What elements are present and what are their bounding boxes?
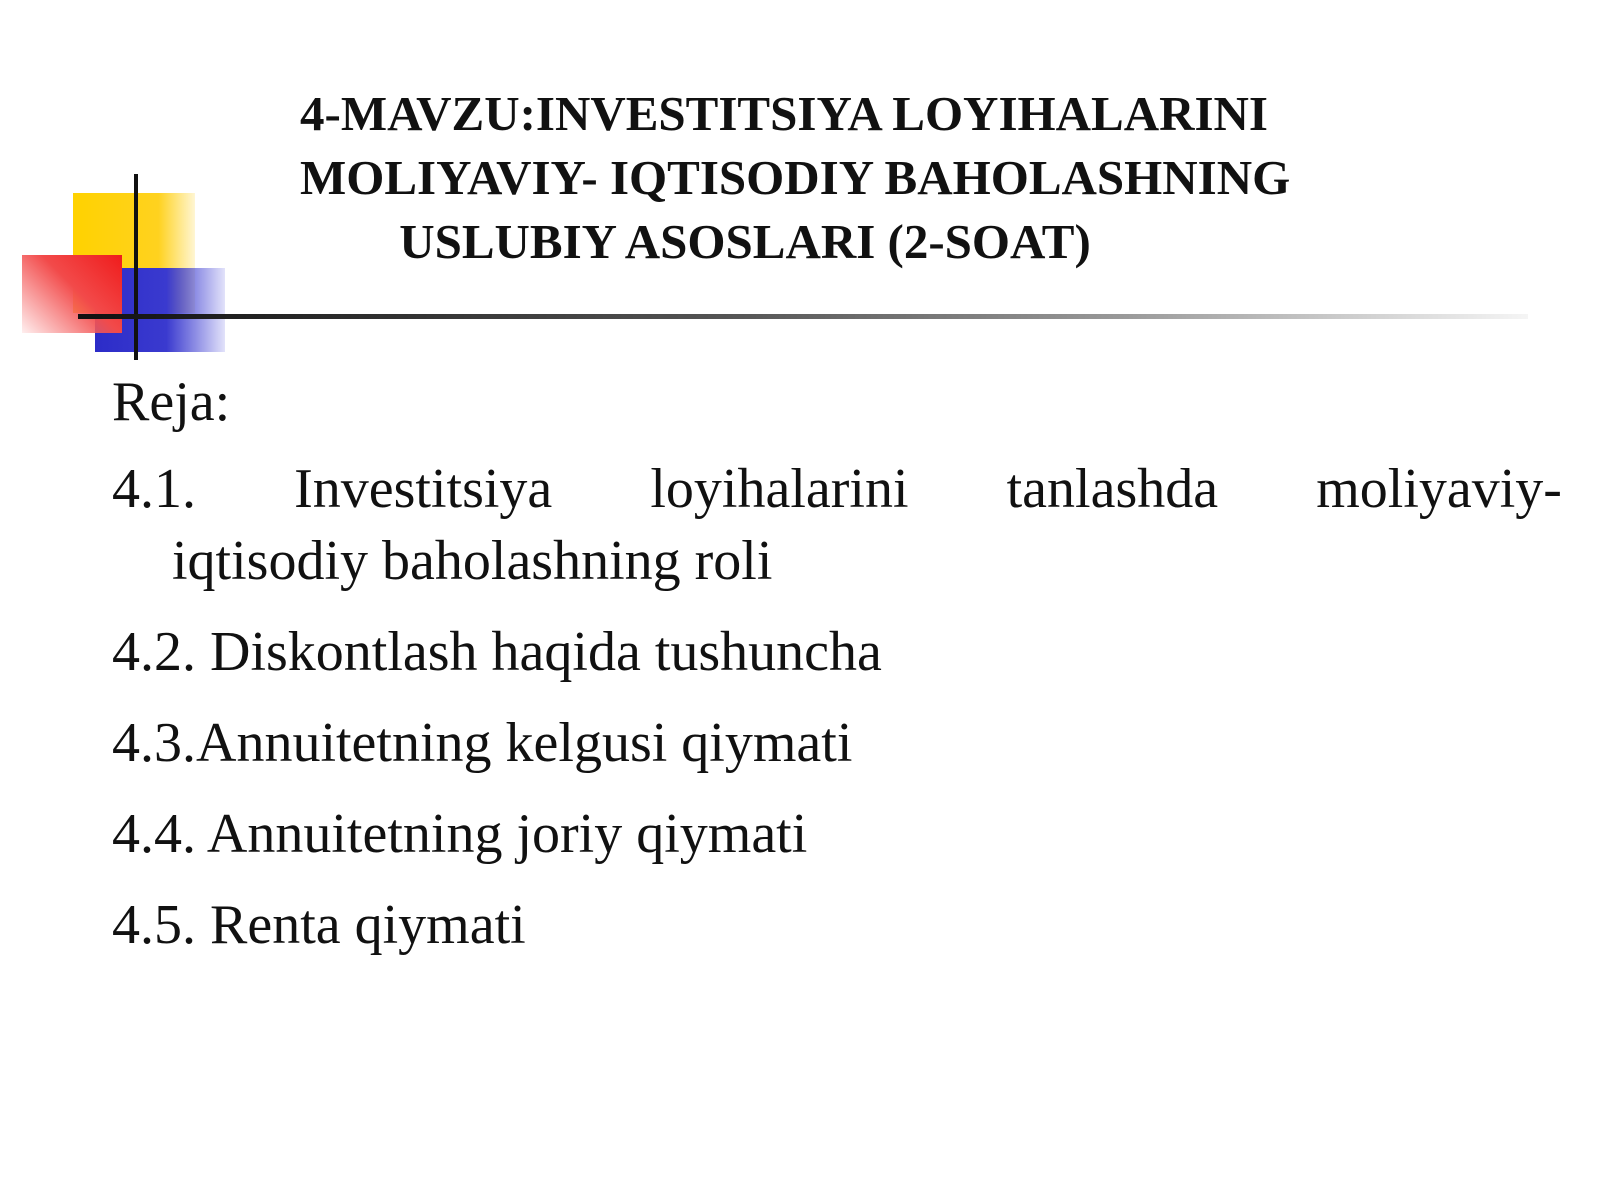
plan-item-word: Investitsiya: [294, 458, 553, 520]
plan-item-first-line: [112, 453, 1562, 525]
plan-item-word: tanlashda: [1006, 458, 1219, 520]
slide-title: [300, 82, 1291, 274]
plan-item: 4.4. Annuitetning joriy qiymati: [112, 803, 808, 865]
plan-item: 4.5. Renta qiymati: [112, 894, 526, 956]
plan-label: Reja:: [112, 371, 231, 433]
plan-item: 4.2. Diskontlash haqida tushuncha: [112, 621, 882, 683]
plan-item-number: 4.1.: [112, 458, 196, 520]
vertical-divider-line: [134, 174, 138, 360]
plan-item: [112, 453, 1562, 597]
slide-body: [112, 370, 1562, 961]
red-square-shape: [22, 255, 122, 333]
decorative-logo: [0, 0, 240, 380]
plan-item-word: loyihalarini: [650, 458, 909, 520]
title-line: MOLIYAVIY- IQTISODIY BAHOLASHNING: [300, 150, 1291, 205]
plan-item: 4.3.Annuitetning kelgusi qiymati: [112, 712, 853, 774]
title-line: USLUBIY ASOSLARI (2-SOAT): [399, 214, 1091, 269]
plan-item-continuation: iqtisodiy baholashning roli: [172, 530, 773, 592]
plan-list: [112, 453, 1562, 961]
plan-item-word: moliyaviy-: [1316, 458, 1562, 520]
title-line: 4-MAVZU:INVESTITSIYA LOYIHALARINI: [300, 86, 1268, 141]
horizontal-divider-line: [78, 314, 1528, 319]
